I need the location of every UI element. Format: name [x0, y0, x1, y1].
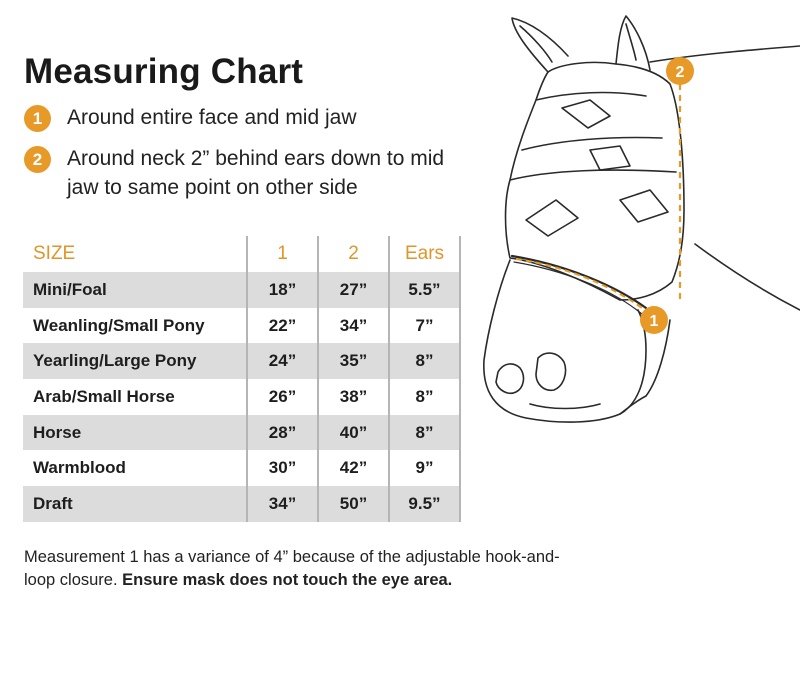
- size-cell: Arab/Small Horse: [23, 379, 247, 415]
- measurement-1-cell: 28”: [247, 415, 318, 451]
- header-size: SIZE: [33, 243, 76, 264]
- measurement-2-cell: 50”: [318, 486, 389, 522]
- measurement-1-badge: 1: [24, 105, 51, 132]
- measurement-1-cell: 24”: [247, 343, 318, 379]
- table-row: [23, 343, 460, 379]
- footnote-warning: Ensure mask does not touch the eye area.: [122, 571, 453, 589]
- marker-1: [640, 306, 668, 334]
- measurement-2-cell: 35”: [318, 343, 389, 379]
- table-row: [23, 450, 460, 486]
- measurement-1-cell: 34”: [247, 486, 318, 522]
- legend-item-2: [24, 144, 447, 202]
- measurement-2-cell: 27”: [318, 272, 389, 308]
- size-cell: Weanling/Small Pony: [23, 308, 247, 344]
- header-measurement-1: 1: [247, 236, 318, 272]
- legend-item-2-text: Around neck 2” behind ears down to mid jaw to same point on other side: [67, 147, 445, 199]
- ears-cell: 8”: [389, 343, 460, 379]
- mask-outline: [506, 62, 685, 300]
- svg-text:2: 2: [675, 64, 685, 81]
- measurement-1-cell: 22”: [247, 308, 318, 344]
- size-cell: Horse: [23, 415, 247, 451]
- size-cell: Warmblood: [23, 450, 247, 486]
- right-ear: [616, 16, 650, 70]
- measurement-2-cell: 34”: [318, 308, 389, 344]
- ears-cell: 5.5”: [389, 272, 460, 308]
- nostril-right: [536, 353, 566, 390]
- table-row: [23, 415, 460, 451]
- ears-cell: 8”: [389, 379, 460, 415]
- legend-item-1: [24, 103, 447, 132]
- measurement-1-cell: 18”: [247, 272, 318, 308]
- table-header-row: [23, 236, 460, 272]
- page-title: Measuring Chart: [24, 52, 304, 91]
- size-cell: Mini/Foal: [23, 272, 247, 308]
- measurement-2-cell: 38”: [318, 379, 389, 415]
- nostril-left: [496, 364, 523, 393]
- table-row: [23, 308, 460, 344]
- horse-head-fly-mask-illustration: [470, 0, 800, 440]
- measurement-2-cell: 42”: [318, 450, 389, 486]
- measurement-1-cell: 30”: [247, 450, 318, 486]
- measurement-2-badge: 2: [24, 146, 51, 173]
- table-row: [23, 272, 460, 308]
- footnote: [24, 546, 584, 592]
- table-row: [23, 379, 460, 415]
- ears-cell: 7”: [389, 308, 460, 344]
- ears-cell: 9”: [389, 450, 460, 486]
- marker-2: [666, 57, 694, 85]
- size-cell: Draft: [23, 486, 247, 522]
- neck-bottom-line: [695, 244, 800, 310]
- measurement-1-cell: 26”: [247, 379, 318, 415]
- ears-cell: 9.5”: [389, 486, 460, 522]
- muzzle: [484, 260, 646, 422]
- legend-item-1-text: Around entire face and mid jaw: [67, 106, 357, 129]
- measurement-2-cell: 40”: [318, 415, 389, 451]
- size-table: [23, 236, 461, 522]
- ears-cell: 8”: [389, 415, 460, 451]
- table-row: [23, 486, 460, 522]
- header-ears: Ears: [389, 236, 460, 272]
- svg-text:1: 1: [649, 313, 659, 330]
- footnote-text: Measurement 1 has a variance of 4” because of the adjustable hook-and-loop closure.: [24, 548, 560, 589]
- size-cell: Yearling/Large Pony: [23, 343, 247, 379]
- header-measurement-2: 2: [318, 236, 389, 272]
